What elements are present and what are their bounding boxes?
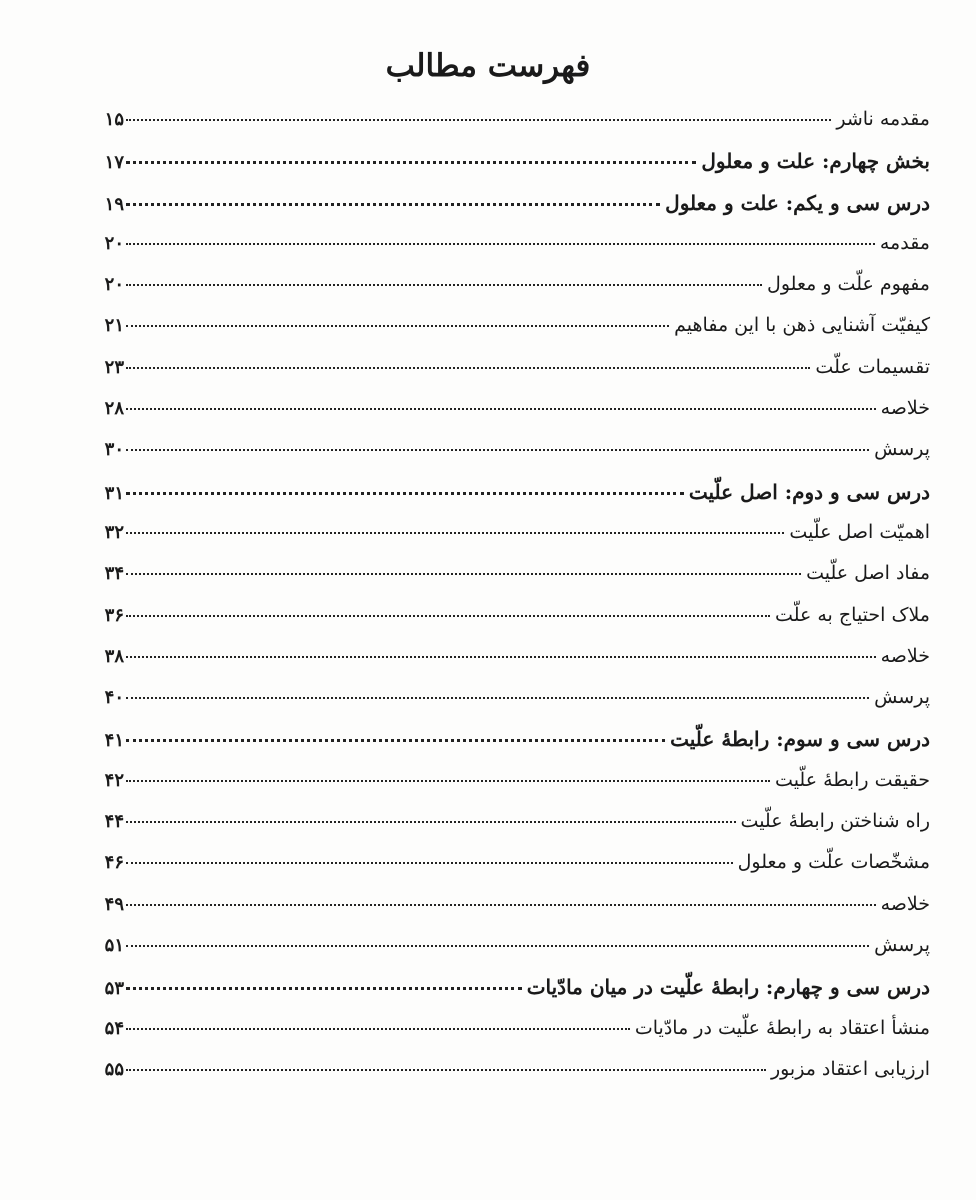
toc-entry-label: خلاصه [880, 644, 930, 667]
toc-entry-label: مقدمه [879, 231, 930, 254]
toc-section-entry[interactable] [88, 145, 930, 186]
dot-leader [126, 945, 869, 947]
dot-leader [126, 739, 665, 742]
toc-entry-page-number: ۳۴ [104, 563, 124, 585]
toc-entry-label: بخش چهارم: علت و معلول [701, 149, 930, 174]
toc-section-entry[interactable] [88, 187, 930, 228]
toc-entry[interactable] [88, 352, 930, 393]
dot-leader [126, 119, 831, 121]
dot-leader [126, 492, 684, 495]
toc-entry[interactable] [88, 930, 930, 971]
toc-entry-page-number: ۱۷ [104, 152, 124, 174]
toc-entry-page-number: ۲۰ [104, 274, 124, 296]
toc-entry[interactable] [88, 434, 930, 475]
toc-entry-label: خلاصه [880, 397, 930, 420]
toc-entry-page-number: ۱۵ [104, 109, 124, 130]
dot-leader [126, 573, 801, 575]
dot-leader [126, 284, 762, 286]
toc-entry-label: پرسش [874, 438, 930, 461]
toc-entry-page-number: ۳۶ [104, 604, 124, 626]
dot-leader [126, 780, 770, 782]
dot-leader [126, 161, 696, 164]
toc-entry-label: درس سی و دوم: اصل علّیت [688, 479, 930, 504]
dot-leader [126, 449, 869, 451]
toc-section-entry[interactable] [88, 971, 930, 1012]
toc-entry-label: حقیقت رابطهٔ علّیت [775, 768, 930, 791]
toc-entry[interactable] [88, 682, 930, 723]
toc-entry-label: مفاد اصل علّیت [806, 562, 930, 585]
toc-entry[interactable] [88, 889, 930, 930]
toc-section-entry[interactable] [88, 476, 930, 517]
toc-entry-page-number: ۲۱ [104, 315, 124, 337]
toc-entry-page-number: ۲۰ [104, 232, 124, 254]
toc-entry[interactable] [88, 1013, 930, 1054]
dot-leader [126, 904, 876, 906]
dot-leader [126, 367, 810, 369]
toc-entry-page-number: ۳۰ [104, 439, 124, 461]
toc-entry-page-number: ۳۱ [104, 482, 124, 504]
toc-entry-label: تقسیمات علّت [815, 355, 930, 378]
toc-entry[interactable] [88, 393, 930, 434]
toc-entry-label: مشخّصات علّت و معلول [737, 851, 930, 874]
dot-leader [126, 862, 733, 864]
dot-leader [126, 532, 784, 534]
dot-leader [126, 821, 736, 823]
toc-entry-label: ملاک احتیاج به علّت [775, 603, 930, 626]
toc-entry-label: مقدمه ناشر [836, 108, 930, 130]
toc-entry[interactable] [88, 641, 930, 682]
toc-entry-page-number: ۵۳ [104, 978, 124, 1000]
toc-entry-label: پرسش [874, 933, 930, 956]
toc-entry-page-number: ۴۶ [104, 852, 124, 874]
toc-entry-page-number: ۴۱ [104, 730, 124, 752]
dot-leader [126, 1069, 766, 1071]
toc-entry-label: ارزیابی اعتقاد مزبور [770, 1057, 930, 1080]
toc-entry-page-number: ۲۳ [104, 356, 124, 378]
toc-entry[interactable] [88, 310, 930, 351]
toc-entry-label: درس سی و یکم: علت و معلول [665, 190, 930, 215]
toc-entry-label: مفهوم علّت و معلول [767, 273, 930, 296]
toc-entry[interactable] [88, 806, 930, 847]
dot-leader [126, 243, 875, 245]
toc-entry-label: اهمیّت اصل علّیت [789, 520, 930, 543]
toc-entry[interactable] [88, 765, 930, 806]
toc-entry[interactable] [88, 600, 930, 641]
toc-entry[interactable] [88, 1054, 930, 1095]
toc-entry-page-number: ۴۰ [104, 687, 124, 709]
toc-entry[interactable] [88, 104, 930, 145]
toc-entry-page-number: ۳۸ [104, 645, 124, 667]
toc-entry-page-number: ۲۸ [104, 398, 124, 420]
dot-leader [126, 325, 669, 327]
toc-entry[interactable] [88, 558, 930, 599]
toc-entry[interactable] [88, 269, 930, 310]
toc-entry[interactable] [88, 517, 930, 558]
dot-leader [126, 987, 522, 990]
toc-entry-label: راه شناختن رابطهٔ علّیت [740, 810, 930, 833]
toc-entry-label: منشأ اعتقاد به رابطهٔ علّیت در مادّیات [634, 1016, 930, 1039]
toc-entry-page-number: ۴۴ [104, 811, 124, 833]
dot-leader [126, 656, 876, 658]
page-title: فهرست مطالب [385, 48, 591, 84]
dot-leader [126, 697, 869, 699]
toc-entry-page-number: ۵۴ [104, 1017, 124, 1039]
toc-entry-page-number: ۵۱ [104, 934, 124, 956]
toc-entry-label: خلاصه [880, 892, 930, 915]
toc-entry-page-number: ۱۹ [104, 193, 124, 215]
toc-entry[interactable] [88, 847, 930, 888]
dot-leader [126, 615, 770, 617]
dot-leader [126, 203, 660, 206]
toc-entry-label: درس سی و سوم: رابطهٔ علّیت [670, 727, 930, 752]
dot-leader [126, 1028, 630, 1030]
toc-entry-page-number: ۴۹ [104, 893, 124, 915]
toc-entry-label: درس سی و چهارم: رابطهٔ علّیت در میان مادّیات [526, 975, 930, 1000]
toc-list [88, 104, 930, 1095]
toc-entry-label: کیفیّت آشنایی ذهن با این مفاهیم [674, 314, 930, 337]
toc-entry[interactable] [88, 228, 930, 269]
toc-entry-label: پرسش [874, 686, 930, 709]
toc-entry-page-number: ۵۵ [104, 1058, 124, 1080]
toc-entry-page-number: ۴۲ [104, 769, 124, 791]
toc-entry-page-number: ۳۲ [104, 521, 124, 543]
dot-leader [126, 408, 876, 410]
toc-section-entry[interactable] [88, 723, 930, 764]
